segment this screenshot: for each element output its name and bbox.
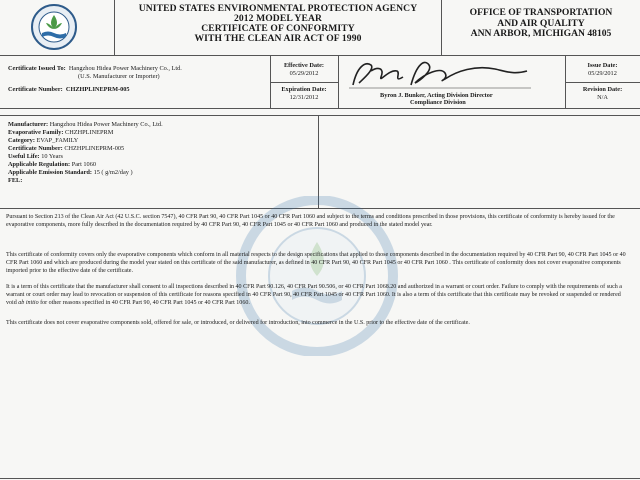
revision-date-value: N/A [597, 94, 608, 101]
office-name: OFFICE OF TRANSPORTATION [469, 7, 613, 18]
useful-life-row: Useful Life: 10 Years [8, 153, 63, 160]
manufacturer-row: Manufacturer: Hangzhou Hidea Power Machinery Co., Ltd. [8, 121, 163, 128]
paragraph-3: It is a term of this certificate that the manufacturer shall consent to all inspections described in 40 CFR Part 90.126, 40 CFR Part 90.506, or 40 CFR Part 1068.20 and authorized in a warrant or court order. Failure to comply with the requirements of such a warrant or court order may lead to revocation or suspension of this certificate for reasons specified in 40 CFR Part 90, 40 CFR Part 1045 or 40 CFR Part 1060. It is also a term of this certificate that this certificate may be revoked or suspended or rendered void ab initio for other reasons specified in 40 CFR Part 90, 40 CFR Part 1045 or 40 CFR Part 1060. [6, 284, 622, 306]
signature-icon [345, 57, 535, 91]
header-agency-cell [115, 0, 442, 56]
header-office-cell [442, 0, 640, 56]
effective-date-value: 05/29/2012 [289, 70, 319, 77]
signer-division: Compliance Division [410, 99, 466, 106]
signer-name: Byron J. Bunker, Acting Division Director [380, 92, 493, 99]
cert-number-value: CHZHPLINEPRM-005 [65, 86, 130, 93]
issue-date-label: Issue Date: [587, 62, 618, 69]
issue-date-value: 05/29/2012 [588, 70, 617, 77]
revision-date-label: Revision Date: [582, 86, 623, 93]
expiration-date-label: Expiration Date: [281, 86, 327, 93]
paragraph-2: This certificate of conformity covers only the evaporative components which conform in all material respects to the design specifications that applied to those components described in the documentation required by 40 CFR Part 90, 40 CFR Part 1045 or 40 CFR Part 1060 and which are produced during the model year stated on this certificate of the said manufacturer, as defined in 40 CFR Part 90, 40 CFR Part 1045 or 40 CFR Part 1060 . This certificate of conformity does not cover evaporative components imported prior to the effective date of the certificate. [6, 252, 626, 274]
expiration-date-value: 12/31/2012 [289, 94, 319, 101]
regulation-row: Applicable Regulation: Part 1060 [8, 161, 96, 168]
effective-date-label: Effective Date: [283, 62, 325, 69]
effective-date [270, 62, 338, 78]
family-row: Evaporative Family: CHZHPLINEPRM [8, 129, 114, 136]
cert-issued-to [8, 65, 182, 73]
revision-date [565, 86, 640, 102]
act-title: WITH THE CLEAN AIR ACT OF 1990 [194, 33, 362, 44]
office-address: ANN ARBOR, MICHIGAN 48105 [470, 28, 612, 39]
cert-number-label: Certificate Number: [8, 86, 63, 93]
detail-cert-number-row: Certificate Number: CHZHPLINEPRM-005 [8, 145, 125, 152]
epa-seal-icon [26, 3, 82, 51]
cert-issued-to-sub: (U.S. Manufacturer or Importer) [78, 73, 160, 80]
model-year: 2012 MODEL YEAR [233, 13, 323, 24]
bottom-border [0, 478, 640, 479]
cert-issued-to-value: Hangzhou Hidea Power Machinery Co., Ltd. [68, 65, 182, 72]
paragraph-1: Pursuant to Section 213 of the Clean Air Act (42 U.S.C. section 7547), 40 CFR Part 90, 40 CFR Part 1045 or 40 CFR Part 1060 and subject to the terms and conditions prescribed in those provisions, this certificate of conformity is hereby issued for the evaporative components, more fully described in the documentation required by 40 CFR Part 90, 40 CFR Part 1045 or 40 CFR Part 1060 and produced in the stated model year. [6, 214, 615, 228]
cert-number-row [8, 86, 130, 94]
divider [0, 108, 640, 109]
certificate-title: CERTIFICATE OF CONFORMITY [201, 23, 355, 34]
paragraph-4: This certificate does not cover evaporative components sold, offered for sale, or introduced, or delivered for introduction, into commerce in the U.S. prior to the effective date of the certificate. [6, 320, 470, 326]
divider [318, 115, 319, 208]
cert-issued-to-label: Certificate Issued To: [8, 65, 66, 72]
divider [0, 115, 640, 116]
divider [565, 82, 640, 83]
category-row: Category: EVAP_FAMILY [8, 137, 79, 144]
agency-title: UNITED STATES ENVIRONMENTAL PROTECTION AGENCY [138, 3, 418, 14]
expiration-date [270, 86, 338, 102]
emission-row: Applicable Emission Standard: 15 ( g/m2/day ) [8, 169, 133, 176]
divider [270, 82, 338, 83]
details-list [8, 121, 163, 185]
header-logo-cell [0, 0, 115, 56]
office-sub: AND AIR QUALITY [497, 17, 585, 29]
issue-date [565, 62, 640, 78]
divider [338, 56, 339, 108]
fel-row: FEL: [8, 177, 23, 184]
